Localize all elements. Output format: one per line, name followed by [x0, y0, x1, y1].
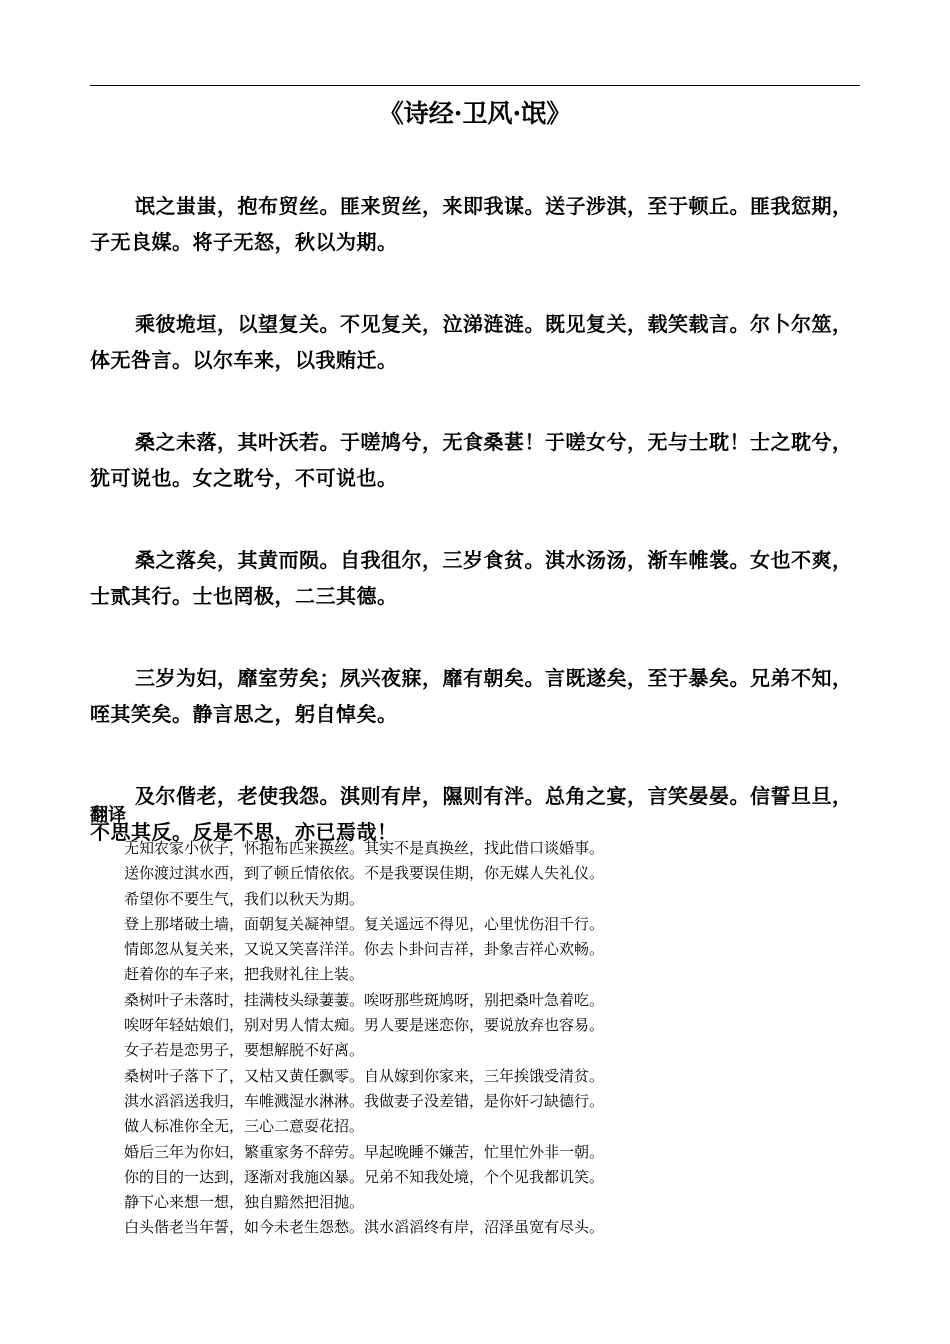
stanza-line: 及尔偕老，老使我怨。淇则有岸，隰则有泮。总角之宴，言笑晏晏。信誓旦旦，	[135, 784, 853, 808]
translation-line: 登上那堵破土墙，面朝复关凝神望。复关遥远不得见，心里忧伤泪千行。	[124, 914, 605, 933]
poem-stanza-1	[90, 188, 860, 260]
stanza-line: 三岁为妇，靡室劳矣；夙兴夜寐，靡有朝矣。言既遂矣，至于暴矣。兄弟不知，	[135, 666, 853, 690]
stanza-line: 桑之落矣，其黄而陨。自我徂尔，三岁食贫。淇水汤汤，渐车帷裳。女也不爽，	[135, 548, 853, 572]
translation-line: 唉呀年轻姑娘们，别对男人情太痴。男人要是迷恋你，要说放弃也容易。	[124, 1016, 605, 1035]
page-title: 《诗经·卫风·氓》	[378, 99, 572, 128]
translation-line: 淇水滔滔送我归，车帷溅湿水淋淋。我做妻子没差错，是你奸刁缺德行。	[124, 1091, 605, 1110]
poem-body	[90, 188, 860, 896]
translation-line: 女子若是恋男子，要想解脱不好离。	[124, 1041, 365, 1060]
translation-line: 无知农家小伙子，怀抱布匹来换丝。其实不是真换丝，找此借口谈婚事。	[124, 839, 605, 857]
poem-stanza-5	[90, 660, 860, 732]
stanza-line: 不思其反。反是不思，亦已焉哉！	[90, 820, 398, 844]
stanza-line: 犹可说也。女之耽兮，不可说也。	[90, 466, 398, 490]
translation-line: 静下心来想一想，独自黯然把泪抛。	[124, 1193, 365, 1212]
stanza-line: 士贰其行。士也罔极，二三其德。	[90, 584, 398, 608]
translation-line: 送你渡过淇水西，到了顿丘情依依。不是我要误佳期，你无媒人失礼仪。	[124, 864, 605, 883]
translation-line: 赶着你的车子来，把我财礼往上装。	[124, 965, 365, 984]
translation-line: 希望你不要生气，我们以秋天为期。	[124, 889, 365, 908]
stanza-line: 体无咎言。以尔车来，以我贿迁。	[90, 348, 398, 372]
translation-line: 婚后三年为你妇，繁重家务不辞劳。早起晚睡不嫌苦，忙里忙外非一朝。	[124, 1142, 605, 1161]
stanza-line: 子无良媒。将子无怒，秋以为期。	[90, 230, 398, 254]
poem-stanza-3	[90, 424, 860, 496]
stanza-line: 氓之蚩蚩，抱布贸丝。匪来贸丝，来即我谋。送子涉淇，至于顿丘。匪我愆期，	[135, 194, 853, 218]
translation-line: 情郎忽从复关来，又说又笑喜洋洋。你去卜卦问吉祥，卦象吉祥心欢畅。	[124, 940, 605, 959]
translation-body	[124, 836, 824, 1241]
poem-stanza-2	[90, 306, 860, 378]
header-rule	[90, 85, 860, 86]
stanza-line: 咥其笑矣。静言思之，躬自悼矣。	[90, 702, 398, 726]
translation-line: 桑树叶子未落时，挂满枝头绿萋萋。唉呀那些斑鸠呀，别把桑叶急着吃。	[124, 990, 605, 1009]
translation-line: 桑树叶子落下了，又枯又黄任飘零。自从嫁到你家来，三年挨饿受清贫。	[124, 1066, 605, 1085]
translation-line: 你的目的一达到，逐渐对我施凶暴。兄弟不知我处境，个个见我都讥笑。	[124, 1167, 605, 1186]
stanza-line: 乘彼垝垣，以望复关。不见复关，泣涕涟涟。既见复关，载笑载言。尔卜尔筮，	[135, 312, 853, 336]
poem-stanza-4	[90, 542, 860, 614]
stanza-line: 桑之未落，其叶沃若。于嗟鸠兮，无食桑葚！于嗟女兮，无与士耽！士之耽兮，	[135, 430, 853, 454]
translation-line: 做人标准你全无，三心二意耍花招。	[124, 1117, 365, 1136]
translation-heading: 翻译	[90, 805, 126, 826]
translation-line: 白头偕老当年誓，如今未老生怨愁。淇水滔滔终有岸，沼泽虽宽有尽头。	[124, 1218, 605, 1237]
